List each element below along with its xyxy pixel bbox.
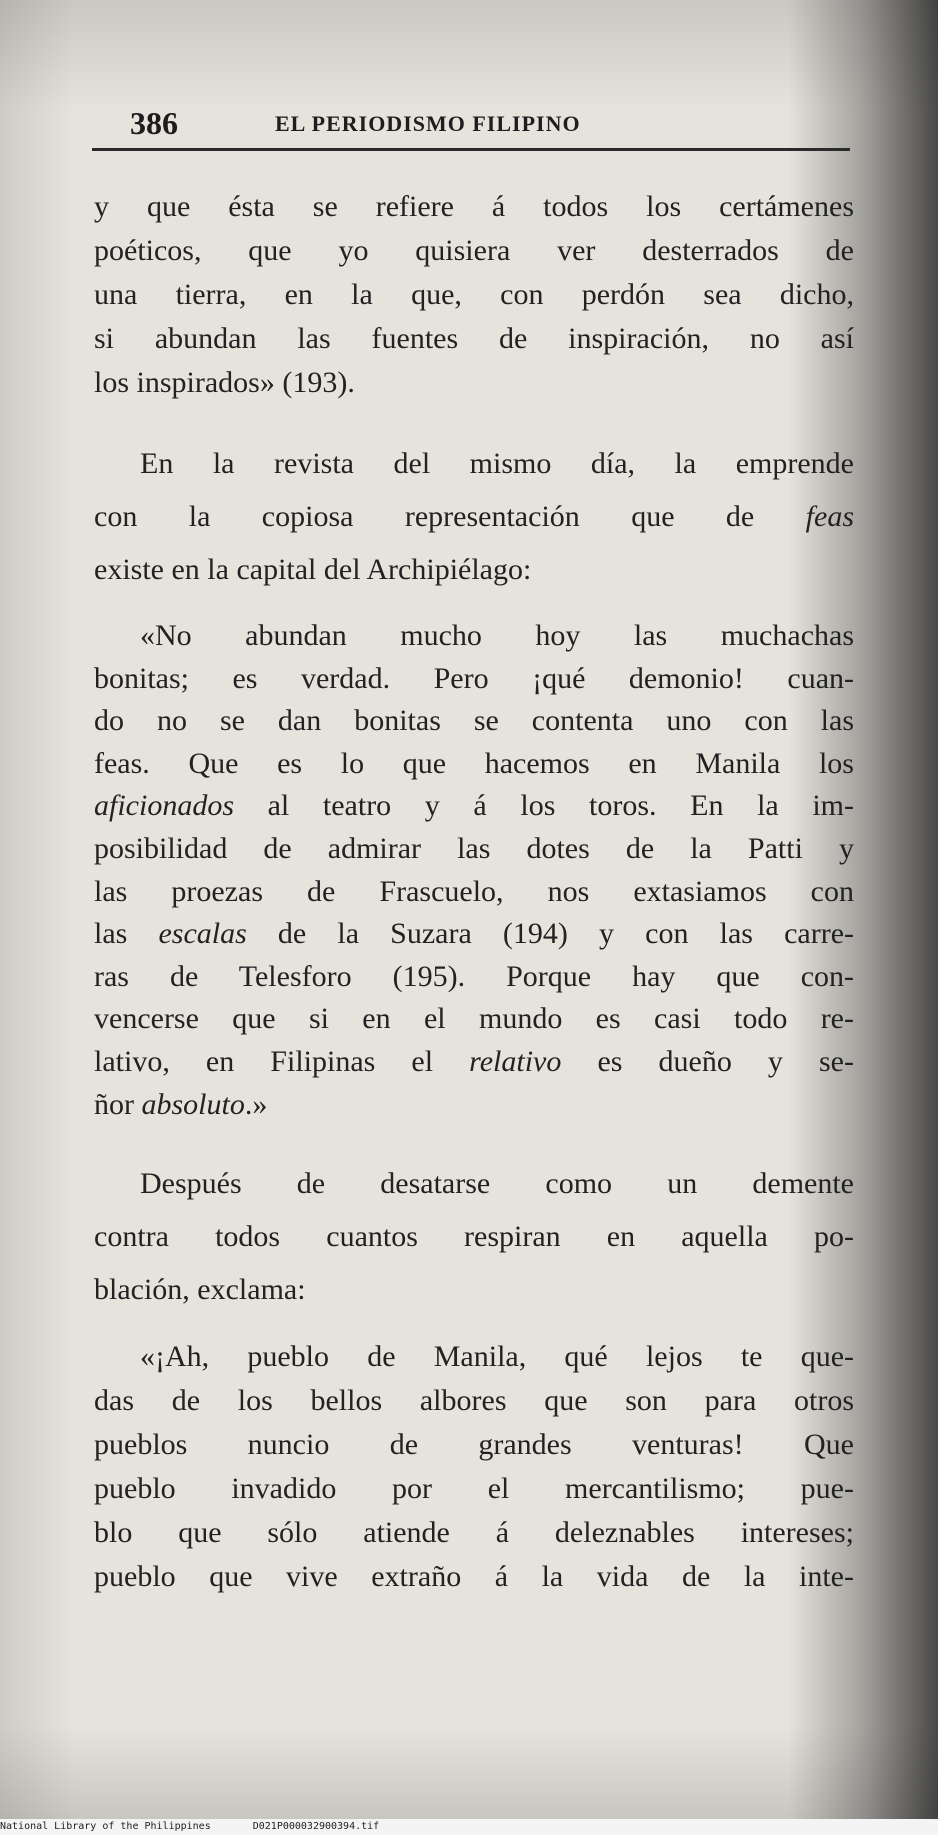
text-line: vencerse que si en el mundo es casi todo re- [94,1002,854,1036]
text-line: ñor absoluto.» [94,1087,268,1121]
text-line: das de los bellos albores que son para otros [94,1384,854,1417]
text-line: pueblo que vive extraño á la vida de la inte- [94,1560,854,1593]
text-line: si abundan las fuentes de inspiración, no así [94,322,854,355]
text-line: En la revista del mismo día, la emprende [140,447,854,480]
text-line: posibilidad de admirar las dotes de la Patti y [94,831,854,865]
text-line: ras de Telesforo (195). Porque hay que con- [94,959,854,993]
text-line: do no se dan bonitas se contenta uno con las [94,704,854,738]
text-line: los inspirados» (193). [94,366,355,399]
text-line: bonitas; es verdad. Pero ¡qué demonio! cuan- [94,661,854,695]
text-line: aficionados al teatro y á los toros. En la im- [94,789,854,823]
text-line: «¡Ah, pueblo de Manila, qué lejos te que- [140,1340,854,1373]
page-header [130,105,850,145]
text-line: Después de desatarse como un demente [140,1167,854,1200]
italic-word: escalas [158,917,247,951]
text-line: con la copiosa representación que de feas [94,500,854,533]
running-title: EL PERIODISMO FILIPINO [275,111,581,136]
paragraph-1 [94,185,854,405]
text-line: blo que sólo atiende á deleznables intereses; [94,1516,854,1549]
paragraph-3-quote [94,615,854,1126]
text-line: una tierra, en la que, con perdón sea dicho, [94,278,854,311]
library-credit: National Library of the Philippines [0,1821,211,1832]
page-number: 386 [130,105,178,141]
text-line: y que ésta se refiere á todos los certámenes [94,190,854,223]
text-line: poéticos, que yo quisiera ver desterrados de [94,234,854,267]
text-line: lativo, en Filipinas el relativo es dueño y se- [94,1044,854,1078]
text-line: las escalas de la Suzara (194) y con las carre- [94,917,855,951]
text-line: contra todos cuantos respiran en aquella po- [94,1220,854,1253]
text-line: pueblo invadido por el mercantilismo; pue- [94,1472,854,1505]
italic-word: absoluto [141,1087,245,1121]
scan-filename: D021P000032900394.tif [252,1821,380,1832]
paragraph-2 [94,437,854,596]
paragraph-4 [94,1157,854,1316]
text-line: blación, exclama: [94,1273,306,1306]
scan-footer [0,1819,938,1835]
header-rule [92,148,850,151]
italic-word: aficionados [94,789,234,823]
paragraph-5-quote [94,1335,854,1599]
text-line: existe en la capital del Archipiélago: [94,553,532,586]
text-line: «No abundan mucho hoy las muchachas [140,619,854,652]
italic-word: relativo [469,1044,562,1078]
text-line: las proezas de Frascuelo, nos extasiamos con [94,874,854,908]
italic-word: feas [805,500,854,533]
text-line: pueblos nuncio de grandes venturas! Que [94,1428,854,1461]
text-line: feas. Que es lo que hacemos en Manila los [94,746,854,780]
